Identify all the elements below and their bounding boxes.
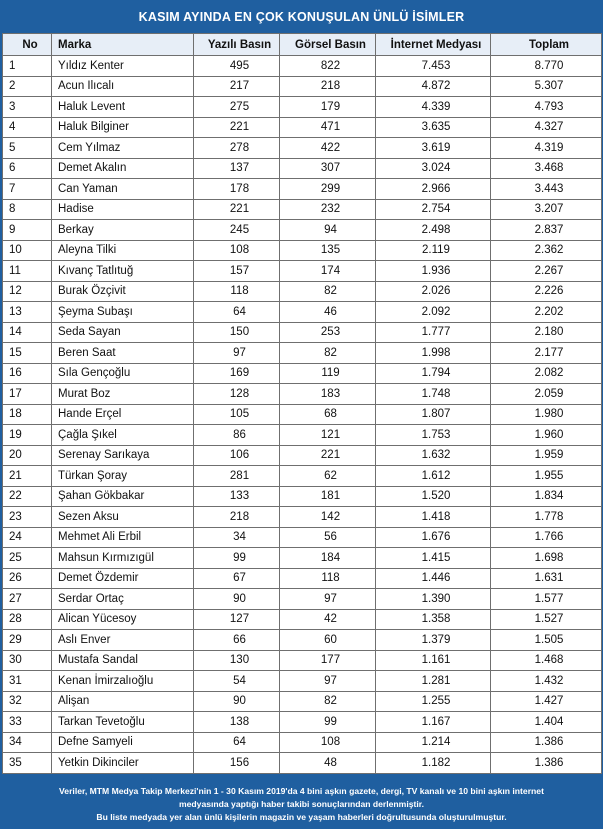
cell-marka: Serdar Ortaç: [52, 589, 194, 610]
table-row: [3, 97, 602, 118]
cell-toplam: 1.386: [491, 753, 602, 774]
cell-no: 8: [3, 199, 52, 220]
table-row: [3, 527, 602, 548]
cell-no: 6: [3, 158, 52, 179]
table-row: [3, 671, 602, 692]
cell-marka: Acun Ilıcalı: [52, 76, 194, 97]
cell-no: 11: [3, 261, 52, 282]
cell-no: 3: [3, 97, 52, 118]
cell-gorsel-basin: 232: [280, 199, 376, 220]
table-row: [3, 445, 602, 466]
cell-internet-medyasi: 1.161: [376, 650, 491, 671]
cell-no: 1: [3, 56, 52, 77]
cell-internet-medyasi: 1.612: [376, 466, 491, 487]
cell-internet-medyasi: 2.498: [376, 220, 491, 241]
table-row: [3, 76, 602, 97]
cell-gorsel-basin: 184: [280, 548, 376, 569]
page-title: KASIM AYINDA EN ÇOK KONUŞULAN ÜNLÜ İSİMLER: [138, 9, 465, 24]
cell-no: 15: [3, 343, 52, 364]
cell-no: 13: [3, 302, 52, 323]
cell-gorsel-basin: 108: [280, 732, 376, 753]
header-toplam: Toplam: [491, 34, 602, 56]
cell-marka: Serenay Sarıkaya: [52, 445, 194, 466]
cell-internet-medyasi: 1.214: [376, 732, 491, 753]
cell-marka: Hadise: [52, 199, 194, 220]
cell-gorsel-basin: 60: [280, 630, 376, 651]
header-no: No: [3, 34, 52, 56]
cell-toplam: 4.327: [491, 117, 602, 138]
cell-internet-medyasi: 2.092: [376, 302, 491, 323]
cell-gorsel-basin: 135: [280, 240, 376, 261]
cell-toplam: 1.778: [491, 507, 602, 528]
cell-marka: Berkay: [52, 220, 194, 241]
cell-marka: Demet Akalın: [52, 158, 194, 179]
cell-yazili-basin: 137: [194, 158, 280, 179]
header-marka: Marka: [52, 34, 194, 56]
table-row: [3, 302, 602, 323]
cell-gorsel-basin: 56: [280, 527, 376, 548]
cell-no: 25: [3, 548, 52, 569]
cell-no: 2: [3, 76, 52, 97]
cell-marka: Sıla Gençoğlu: [52, 363, 194, 384]
cell-no: 5: [3, 138, 52, 159]
cell-yazili-basin: 169: [194, 363, 280, 384]
cell-toplam: 3.207: [491, 199, 602, 220]
cell-yazili-basin: 278: [194, 138, 280, 159]
cell-gorsel-basin: 48: [280, 753, 376, 774]
cell-toplam: 1.386: [491, 732, 602, 753]
cell-yazili-basin: 67: [194, 568, 280, 589]
cell-marka: Şahan Gökbakar: [52, 486, 194, 507]
cell-yazili-basin: 90: [194, 691, 280, 712]
table-row: [3, 138, 602, 159]
cell-toplam: 1.959: [491, 445, 602, 466]
cell-marka: Burak Özçivit: [52, 281, 194, 302]
ranking-table: [2, 33, 602, 774]
cell-toplam: 1.980: [491, 404, 602, 425]
cell-marka: Defne Samyeli: [52, 732, 194, 753]
table-row: [3, 322, 602, 343]
cell-internet-medyasi: 1.936: [376, 261, 491, 282]
cell-no: 4: [3, 117, 52, 138]
cell-internet-medyasi: 1.182: [376, 753, 491, 774]
header-gorsel-basin: Görsel Basın: [280, 34, 376, 56]
cell-gorsel-basin: 142: [280, 507, 376, 528]
cell-gorsel-basin: 471: [280, 117, 376, 138]
cell-no: 26: [3, 568, 52, 589]
cell-internet-medyasi: 1.418: [376, 507, 491, 528]
footer-line-2: medyasında yaptığı haber takibi sonuçlarından derlenmiştir.: [179, 799, 424, 809]
footer-note: [0, 777, 603, 829]
cell-no: 29: [3, 630, 52, 651]
cell-internet-medyasi: 1.167: [376, 712, 491, 733]
cell-toplam: 1.960: [491, 425, 602, 446]
cell-yazili-basin: 54: [194, 671, 280, 692]
cell-yazili-basin: 128: [194, 384, 280, 405]
cell-gorsel-basin: 82: [280, 691, 376, 712]
table-header-row: [3, 34, 602, 56]
cell-gorsel-basin: 174: [280, 261, 376, 282]
cell-no: 24: [3, 527, 52, 548]
cell-toplam: 1.834: [491, 486, 602, 507]
footer-line-1: Veriler, MTM Medya Takip Merkezi'nin 1 - 30 Kasım 2019'da 4 bini aşkın gazete, dergi, TV kanalı ve 10 bini aşkın internet: [59, 786, 544, 796]
table-row: [3, 343, 602, 364]
table-row: [3, 753, 602, 774]
cell-yazili-basin: 221: [194, 117, 280, 138]
cell-yazili-basin: 105: [194, 404, 280, 425]
cell-marka: Alişan: [52, 691, 194, 712]
cell-yazili-basin: 221: [194, 199, 280, 220]
cell-gorsel-basin: 177: [280, 650, 376, 671]
cell-internet-medyasi: 3.619: [376, 138, 491, 159]
cell-internet-medyasi: 1.358: [376, 609, 491, 630]
cell-no: 19: [3, 425, 52, 446]
cell-yazili-basin: 138: [194, 712, 280, 733]
cell-marka: Kenan İmirzalıoğlu: [52, 671, 194, 692]
table-row: [3, 712, 602, 733]
cell-marka: Hande Erçel: [52, 404, 194, 425]
cell-gorsel-basin: 218: [280, 76, 376, 97]
cell-yazili-basin: 127: [194, 609, 280, 630]
cell-yazili-basin: 66: [194, 630, 280, 651]
cell-toplam: 2.837: [491, 220, 602, 241]
cell-toplam: 5.307: [491, 76, 602, 97]
cell-yazili-basin: 275: [194, 97, 280, 118]
cell-toplam: 3.443: [491, 179, 602, 200]
cell-marka: Aslı Enver: [52, 630, 194, 651]
cell-toplam: 1.404: [491, 712, 602, 733]
table-row: [3, 240, 602, 261]
table-row: [3, 548, 602, 569]
table-row: [3, 56, 602, 77]
cell-marka: Seda Sayan: [52, 322, 194, 343]
cell-gorsel-basin: 822: [280, 56, 376, 77]
cell-marka: Kıvanç Tatlıtuğ: [52, 261, 194, 282]
cell-yazili-basin: 97: [194, 343, 280, 364]
cell-internet-medyasi: 3.635: [376, 117, 491, 138]
table-row: [3, 220, 602, 241]
cell-gorsel-basin: 46: [280, 302, 376, 323]
cell-yazili-basin: 64: [194, 732, 280, 753]
cell-yazili-basin: 281: [194, 466, 280, 487]
cell-toplam: 1.468: [491, 650, 602, 671]
cell-marka: Mustafa Sandal: [52, 650, 194, 671]
table-row: [3, 732, 602, 753]
cell-yazili-basin: 217: [194, 76, 280, 97]
cell-internet-medyasi: 2.026: [376, 281, 491, 302]
cell-toplam: 1.766: [491, 527, 602, 548]
cell-gorsel-basin: 422: [280, 138, 376, 159]
cell-toplam: 4.319: [491, 138, 602, 159]
cell-no: 32: [3, 691, 52, 712]
table-body: [3, 56, 602, 774]
cell-yazili-basin: 99: [194, 548, 280, 569]
cell-marka: Yetkin Dikinciler: [52, 753, 194, 774]
cell-gorsel-basin: 183: [280, 384, 376, 405]
cell-toplam: 2.226: [491, 281, 602, 302]
cell-marka: Şeyma Subaşı: [52, 302, 194, 323]
cell-yazili-basin: 157: [194, 261, 280, 282]
cell-no: 22: [3, 486, 52, 507]
cell-yazili-basin: 118: [194, 281, 280, 302]
table-row: [3, 630, 602, 651]
cell-gorsel-basin: 253: [280, 322, 376, 343]
table-row: [3, 404, 602, 425]
cell-no: 12: [3, 281, 52, 302]
cell-marka: Mehmet Ali Erbil: [52, 527, 194, 548]
cell-no: 23: [3, 507, 52, 528]
cell-yazili-basin: 34: [194, 527, 280, 548]
cell-internet-medyasi: 1.415: [376, 548, 491, 569]
cell-gorsel-basin: 42: [280, 609, 376, 630]
table-row: [3, 609, 602, 630]
cell-internet-medyasi: 1.998: [376, 343, 491, 364]
cell-no: 18: [3, 404, 52, 425]
table-row: [3, 261, 602, 282]
cell-gorsel-basin: 82: [280, 281, 376, 302]
cell-internet-medyasi: 1.281: [376, 671, 491, 692]
cell-no: 7: [3, 179, 52, 200]
cell-toplam: 1.955: [491, 466, 602, 487]
cell-toplam: 1.698: [491, 548, 602, 569]
cell-toplam: 1.631: [491, 568, 602, 589]
cell-marka: Alican Yücesoy: [52, 609, 194, 630]
cell-toplam: 2.059: [491, 384, 602, 405]
cell-yazili-basin: 178: [194, 179, 280, 200]
cell-gorsel-basin: 97: [280, 671, 376, 692]
cell-yazili-basin: 245: [194, 220, 280, 241]
cell-yazili-basin: 64: [194, 302, 280, 323]
cell-no: 35: [3, 753, 52, 774]
cell-gorsel-basin: 82: [280, 343, 376, 364]
cell-marka: Haluk Levent: [52, 97, 194, 118]
cell-gorsel-basin: 179: [280, 97, 376, 118]
cell-internet-medyasi: 1.777: [376, 322, 491, 343]
cell-toplam: 3.468: [491, 158, 602, 179]
table-row: [3, 281, 602, 302]
cell-marka: Cem Yılmaz: [52, 138, 194, 159]
cell-toplam: 1.505: [491, 630, 602, 651]
cell-marka: Tarkan Tevetoğlu: [52, 712, 194, 733]
cell-gorsel-basin: 62: [280, 466, 376, 487]
table-row: [3, 568, 602, 589]
cell-internet-medyasi: 1.753: [376, 425, 491, 446]
cell-toplam: 1.432: [491, 671, 602, 692]
cell-no: 16: [3, 363, 52, 384]
cell-gorsel-basin: 94: [280, 220, 376, 241]
cell-gorsel-basin: 99: [280, 712, 376, 733]
table-row: [3, 179, 602, 200]
cell-internet-medyasi: 1.255: [376, 691, 491, 712]
cell-no: 34: [3, 732, 52, 753]
cell-toplam: 2.177: [491, 343, 602, 364]
cell-internet-medyasi: 1.748: [376, 384, 491, 405]
cell-yazili-basin: 150: [194, 322, 280, 343]
cell-internet-medyasi: 4.872: [376, 76, 491, 97]
cell-toplam: 2.082: [491, 363, 602, 384]
cell-gorsel-basin: 121: [280, 425, 376, 446]
cell-marka: Can Yaman: [52, 179, 194, 200]
cell-marka: Murat Boz: [52, 384, 194, 405]
footer-line-3: Bu liste medyada yer alan ünlü kişilerin magazin ve yaşam haberleri doğrultusunda oluşturulmuştur.: [96, 812, 507, 822]
cell-toplam: 1.527: [491, 609, 602, 630]
cell-internet-medyasi: 1.379: [376, 630, 491, 651]
cell-toplam: 2.180: [491, 322, 602, 343]
cell-yazili-basin: 495: [194, 56, 280, 77]
table-row: [3, 199, 602, 220]
cell-internet-medyasi: 3.024: [376, 158, 491, 179]
cell-no: 27: [3, 589, 52, 610]
cell-yazili-basin: 106: [194, 445, 280, 466]
cell-internet-medyasi: 1.632: [376, 445, 491, 466]
cell-no: 21: [3, 466, 52, 487]
cell-yazili-basin: 90: [194, 589, 280, 610]
table-row: [3, 486, 602, 507]
cell-yazili-basin: 86: [194, 425, 280, 446]
table-row: [3, 650, 602, 671]
table-row: [3, 384, 602, 405]
cell-toplam: 2.362: [491, 240, 602, 261]
cell-no: 31: [3, 671, 52, 692]
cell-marka: Çağla Şıkel: [52, 425, 194, 446]
cell-marka: Yıldız Kenter: [52, 56, 194, 77]
cell-no: 17: [3, 384, 52, 405]
cell-no: 28: [3, 609, 52, 630]
cell-marka: Demet Özdemir: [52, 568, 194, 589]
cell-marka: Haluk Bilginer: [52, 117, 194, 138]
cell-gorsel-basin: 68: [280, 404, 376, 425]
cell-marka: Beren Saat: [52, 343, 194, 364]
cell-yazili-basin: 218: [194, 507, 280, 528]
cell-internet-medyasi: 2.754: [376, 199, 491, 220]
cell-gorsel-basin: 97: [280, 589, 376, 610]
cell-internet-medyasi: 1.446: [376, 568, 491, 589]
cell-toplam: 4.793: [491, 97, 602, 118]
cell-gorsel-basin: 119: [280, 363, 376, 384]
cell-marka: Sezen Aksu: [52, 507, 194, 528]
cell-gorsel-basin: 221: [280, 445, 376, 466]
cell-internet-medyasi: 1.390: [376, 589, 491, 610]
table-row: [3, 117, 602, 138]
cell-internet-medyasi: 1.676: [376, 527, 491, 548]
cell-gorsel-basin: 299: [280, 179, 376, 200]
header-yazili-basin: Yazılı Basın: [194, 34, 280, 56]
cell-yazili-basin: 108: [194, 240, 280, 261]
cell-gorsel-basin: 118: [280, 568, 376, 589]
cell-toplam: 1.427: [491, 691, 602, 712]
cell-internet-medyasi: 7.453: [376, 56, 491, 77]
cell-toplam: 8.770: [491, 56, 602, 77]
cell-marka: Aleyna Tilki: [52, 240, 194, 261]
table-row: [3, 425, 602, 446]
header-internet-medyasi: İnternet Medyası: [376, 34, 491, 56]
table-row: [3, 363, 602, 384]
cell-internet-medyasi: 2.966: [376, 179, 491, 200]
cell-internet-medyasi: 1.807: [376, 404, 491, 425]
table-row: [3, 507, 602, 528]
cell-toplam: 2.267: [491, 261, 602, 282]
cell-internet-medyasi: 4.339: [376, 97, 491, 118]
cell-no: 14: [3, 322, 52, 343]
cell-no: 33: [3, 712, 52, 733]
cell-gorsel-basin: 181: [280, 486, 376, 507]
cell-toplam: 1.577: [491, 589, 602, 610]
cell-toplam: 2.202: [491, 302, 602, 323]
cell-marka: Türkan Şoray: [52, 466, 194, 487]
cell-no: 9: [3, 220, 52, 241]
cell-internet-medyasi: 2.119: [376, 240, 491, 261]
cell-yazili-basin: 156: [194, 753, 280, 774]
table-row: [3, 158, 602, 179]
cell-no: 30: [3, 650, 52, 671]
cell-no: 10: [3, 240, 52, 261]
cell-internet-medyasi: 1.794: [376, 363, 491, 384]
cell-no: 20: [3, 445, 52, 466]
table-row: [3, 691, 602, 712]
cell-yazili-basin: 133: [194, 486, 280, 507]
table-row: [3, 589, 602, 610]
cell-gorsel-basin: 307: [280, 158, 376, 179]
table-row: [3, 466, 602, 487]
cell-yazili-basin: 130: [194, 650, 280, 671]
cell-internet-medyasi: 1.520: [376, 486, 491, 507]
cell-marka: Mahsun Kırmızıgül: [52, 548, 194, 569]
